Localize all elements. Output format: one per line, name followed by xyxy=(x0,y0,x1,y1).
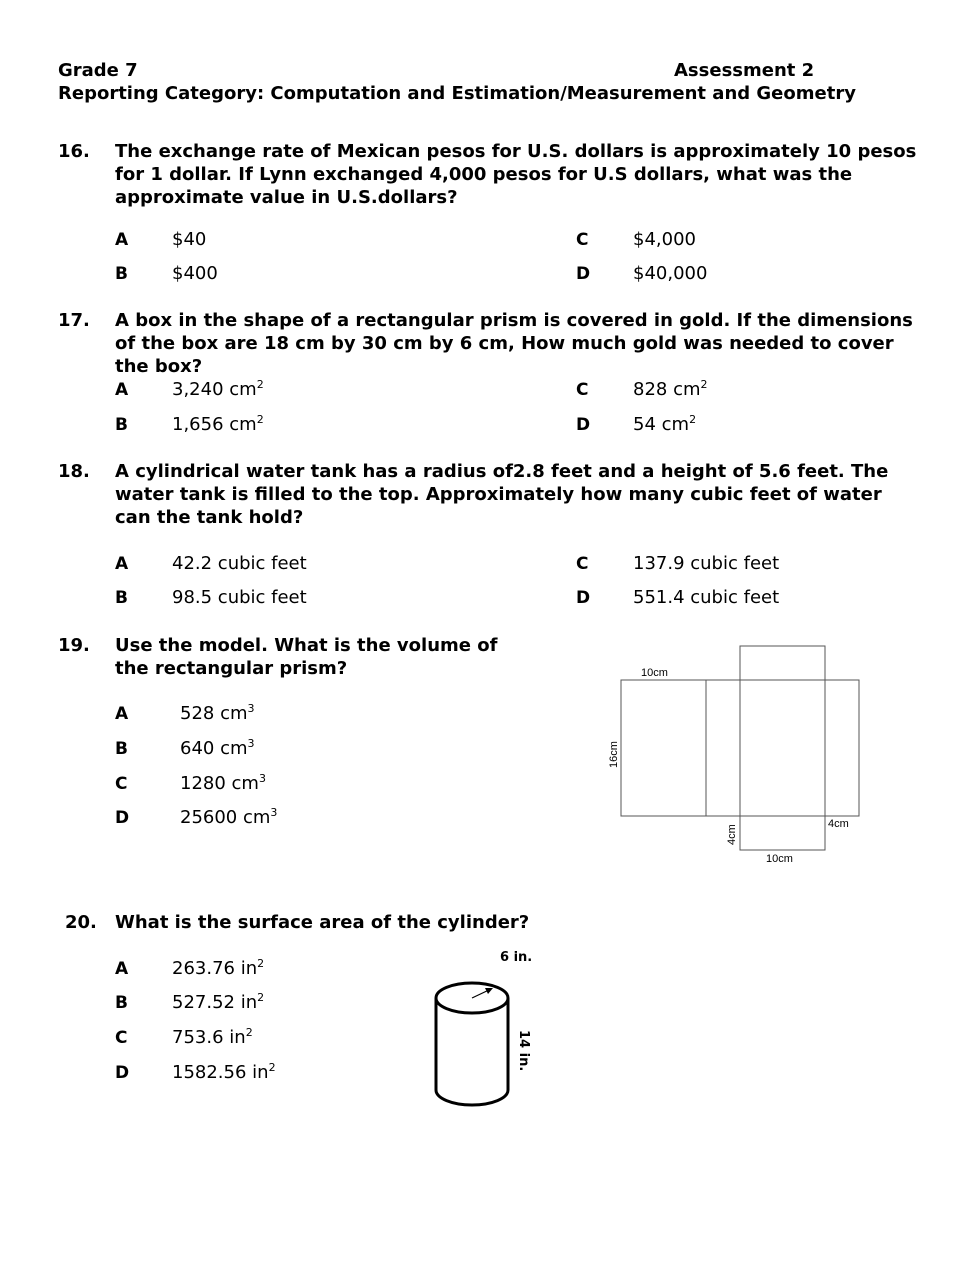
choice-b[interactable]: 98.5 cubic feet xyxy=(172,587,307,608)
choice-letter: A xyxy=(115,230,129,250)
choice-c[interactable]: 753.6 $in^2$ xyxy=(172,1026,253,1048)
choice-d[interactable]: 25600 $cm^3$ xyxy=(180,806,278,828)
label-left: 16cm xyxy=(608,741,620,768)
choice-a[interactable]: 263.76 $in^2$ xyxy=(172,957,265,979)
net-face-bottom xyxy=(740,816,825,850)
choice-d[interactable]: $40,000 xyxy=(633,263,708,284)
choice-letter: B xyxy=(115,739,128,759)
choice-a[interactable]: 42.2 cubic feet xyxy=(172,553,307,574)
choice-c[interactable]: 137.9 cubic feet xyxy=(633,553,780,574)
choice-c[interactable]: 1280 $cm^3$ xyxy=(180,772,266,794)
choice-letter: A xyxy=(115,704,129,724)
choice-letter: D xyxy=(115,808,130,828)
choice-letter: A xyxy=(115,959,129,979)
prism-net-figure xyxy=(595,640,870,870)
choice-b[interactable]: 1,656 $cm^2$ xyxy=(172,413,264,435)
question-number: 18. xyxy=(58,461,90,482)
choice-letter: C xyxy=(576,230,589,250)
reporting-category: Reporting Category: Computation and Estimation/Measurement and Geometry xyxy=(58,83,856,104)
cylinder-bottom xyxy=(436,1090,508,1105)
choice-letter: B xyxy=(115,588,128,608)
question-number: 17. xyxy=(58,310,90,331)
choice-a[interactable]: 528 $cm^3$ xyxy=(180,702,255,724)
choice-b[interactable]: $400 xyxy=(172,263,218,284)
choice-letter: D xyxy=(576,588,591,608)
choice-letter: A xyxy=(115,554,129,574)
choice-d[interactable]: 1582.56 $in^2$ xyxy=(172,1061,276,1083)
choice-letter: C xyxy=(115,1028,128,1048)
choice-letter: A xyxy=(115,380,129,400)
grade-label: Grade 7 xyxy=(58,60,138,81)
choice-letter: B xyxy=(115,993,128,1013)
label-side: 4cm xyxy=(726,824,738,845)
label-top: 10cm xyxy=(641,667,668,679)
choice-b[interactable]: 640 $cm^3$ xyxy=(180,737,255,759)
question-text: A cylindrical water tank has a radius of2.8 feet and a height of 5.6 feet. The water tank is filled to the top. Approximately how many cubic feet of water can the tank hold? xyxy=(115,461,889,528)
choice-letter: C xyxy=(576,554,589,574)
choice-letter: B xyxy=(115,264,128,284)
choice-c[interactable]: 828 $cm^2$ xyxy=(633,378,708,400)
cylinder-figure xyxy=(425,944,545,1114)
choice-d[interactable]: 551.4 cubic feet xyxy=(633,587,780,608)
question-text: A box in the shape of a rectangular prism is covered in gold. If the dimensions of the box are 18 cm by 30 cm by 6 cm, How much gold was needed to cover the box? xyxy=(115,310,913,377)
question-text: What is the surface area of the cylinder? xyxy=(115,912,530,933)
assessment-label: Assessment 2 xyxy=(674,60,815,81)
choice-d[interactable]: 54 $cm^2$ xyxy=(633,413,697,435)
label-bottom: 10cm xyxy=(766,853,793,865)
radius-label: 6 in. xyxy=(500,950,533,965)
height-label: 14 in. xyxy=(516,1030,531,1072)
question-number: 20. xyxy=(65,912,97,933)
net-face-side-2 xyxy=(825,680,859,816)
question-text: Use the model. What is the volume of the rectangular prism? xyxy=(115,635,498,679)
choice-letter: C xyxy=(576,380,589,400)
net-face-back xyxy=(740,680,825,816)
net-face-side xyxy=(706,680,740,816)
question-number: 16. xyxy=(58,141,90,162)
choice-letter: C xyxy=(115,774,128,794)
question-number: 19. xyxy=(58,635,90,656)
net-face-front xyxy=(621,680,706,816)
label-right: 4cm xyxy=(828,818,849,830)
choice-letter: D xyxy=(115,1063,130,1083)
choice-letter: D xyxy=(576,264,591,284)
choice-a[interactable]: 3,240 $cm^2$ xyxy=(172,378,264,400)
choice-c[interactable]: $4,000 xyxy=(633,229,696,250)
choice-a[interactable]: $40 xyxy=(172,229,207,250)
question-text: The exchange rate of Mexican pesos for U.S. dollars is approximately 10 pesos for 1 dollar. If Lynn exchanged 4,000 pesos for U.S dollars, what was the approximate value in U.S.dollars? xyxy=(115,141,917,208)
net-face-top xyxy=(740,646,825,680)
choice-letter: B xyxy=(115,415,128,435)
choice-b[interactable]: 527.52 $in^2$ xyxy=(172,991,265,1013)
choice-letter: D xyxy=(576,415,591,435)
